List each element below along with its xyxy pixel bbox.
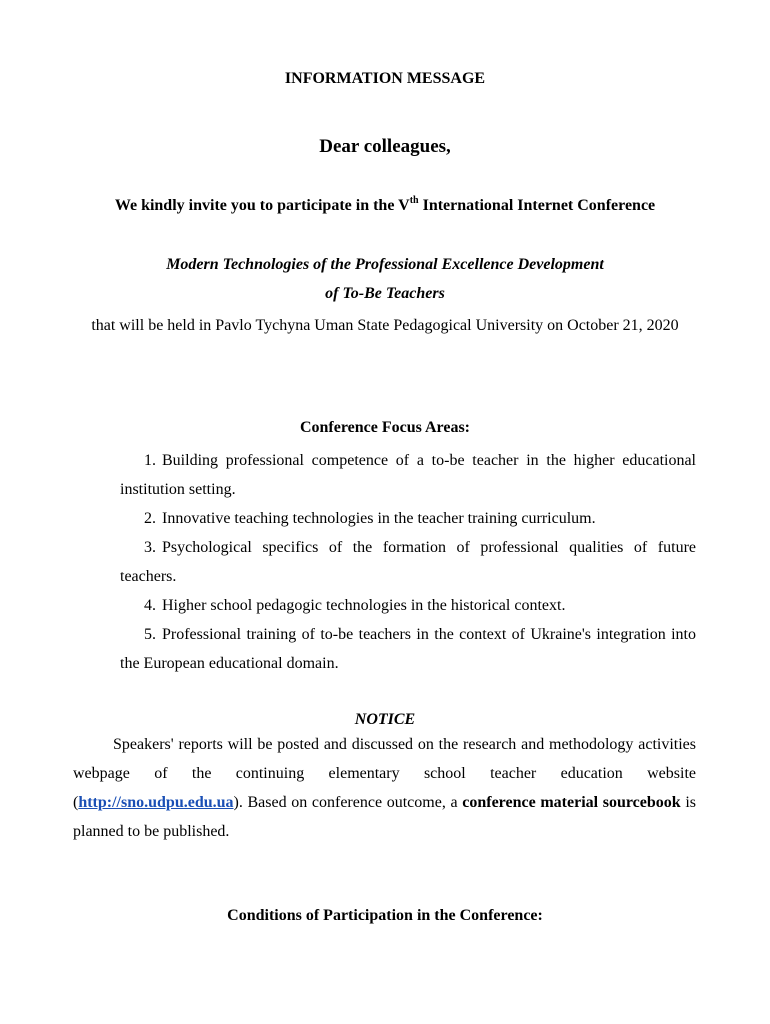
sourcebook-phrase: conference material sourcebook bbox=[462, 794, 681, 811]
conditions-heading: Conditions of Participation in the Conference: bbox=[227, 907, 543, 924]
notice-text-after-link: ). Based on conference outcome, a bbox=[233, 794, 463, 811]
notice-paragraph bbox=[73, 730, 696, 846]
list-item-number: 5. bbox=[144, 626, 156, 643]
notice-heading: NOTICE bbox=[354, 711, 416, 728]
list-item bbox=[120, 446, 696, 504]
list-item-text: Higher school pedagogic technologies in the historical context. bbox=[162, 597, 566, 614]
list-item-number: 1. bbox=[144, 452, 156, 469]
list-item bbox=[120, 504, 696, 533]
greeting: Dear colleagues, bbox=[319, 136, 451, 157]
list-item-number: 2. bbox=[144, 510, 156, 527]
invitation-superscript: th bbox=[409, 195, 419, 206]
invitation-suffix: International Internet Conference bbox=[418, 197, 656, 214]
conference-title-line2: of To-Be Teachers bbox=[325, 285, 445, 302]
conference-venue-date: that will be held in Pavlo Tychyna Uman State Pedagogical University on October 21, 2020 bbox=[91, 317, 679, 334]
list-item bbox=[120, 620, 696, 678]
list-item-number: 4. bbox=[144, 597, 156, 614]
list-item-text: Innovative teaching technologies in the teacher training curriculum. bbox=[162, 510, 596, 527]
list-item-number: 3. bbox=[144, 539, 156, 556]
focus-areas-list bbox=[120, 446, 696, 678]
list-item-text: Psychological specifics of the formation of professional qualities of future teachers. bbox=[120, 539, 696, 585]
list-item-text: Building professional competence of a to-be teacher in the higher educational institution setting. bbox=[120, 452, 696, 498]
conference-title-line1: Modern Technologies of the Professional Excellence Development bbox=[166, 256, 604, 273]
document-title: INFORMATION MESSAGE bbox=[284, 70, 486, 87]
list-item-text: Professional training of to-be teachers in the context of Ukraine's integration into the European educational domain. bbox=[120, 626, 696, 672]
notice-text-end: is planned to be published. bbox=[73, 794, 697, 840]
invitation-prefix: We kindly invite you to participate in the V bbox=[114, 197, 410, 214]
notice-text-before-link: Speakers' reports will be posted and discussed on the research and methodology activities webpage of the continuing elementary school teacher education website ( bbox=[73, 736, 696, 811]
website-link[interactable]: http://sno.udpu.edu.ua bbox=[78, 794, 234, 811]
focus-areas-heading: Conference Focus Areas: bbox=[299, 419, 471, 436]
list-item bbox=[120, 591, 696, 620]
invitation-line bbox=[0, 197, 770, 215]
list-item bbox=[120, 533, 696, 591]
